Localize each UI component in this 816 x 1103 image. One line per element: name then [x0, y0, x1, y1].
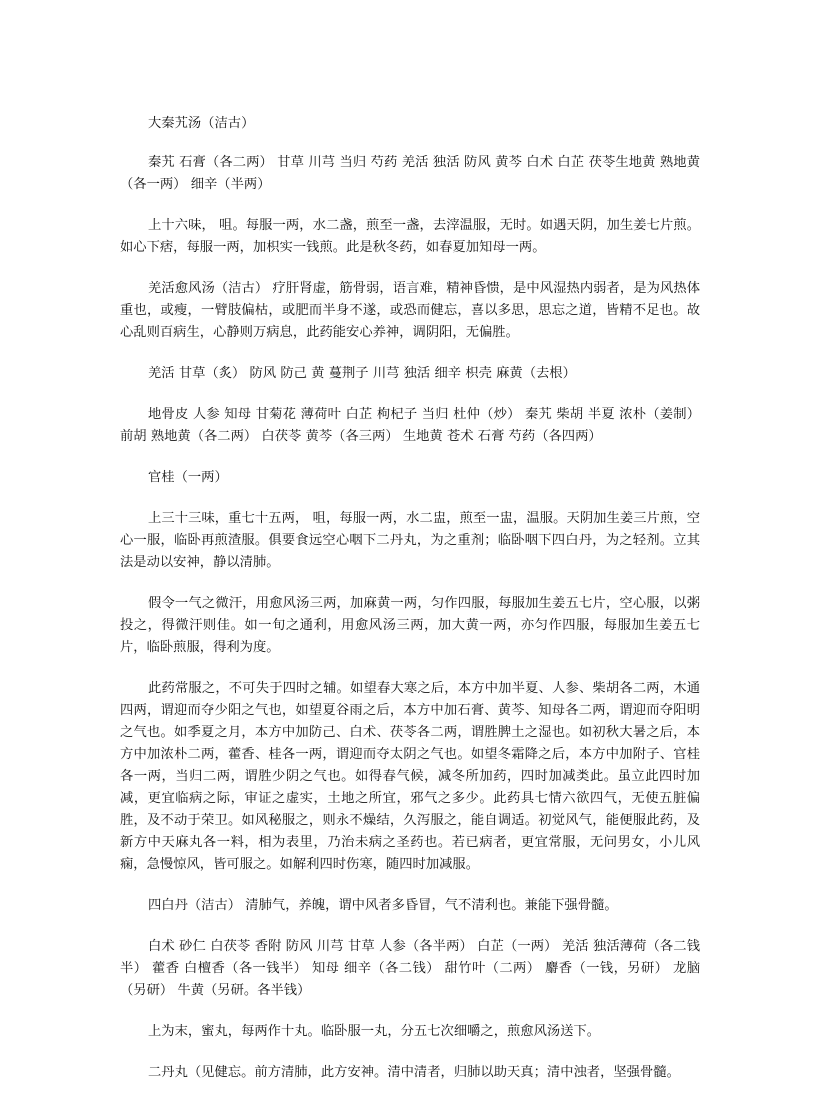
seasonal-adjustment-paragraph: 此药常服之，不可失于四时之辅。如望春大寒之后，本方中加半夏、人参、柴胡各二两，木通四两，谓迎而夺少阳之气也，如望夏谷雨之后，本方中加石膏、黄芩、知母各二两，谓迎而夺阳明之气也。如季夏之月，本方中加防己、白术、茯苓各二两，谓胜脾土之湿也。如初秋大暑之后，本方中加浓朴二两，藿香、桂各一两，谓迎而夺太阴之气也。如望冬霜降之后，本方中加附子、官桂各一两，当归二两，谓胜少阴之气也。如得春气候，减冬所加药，四时加减类此。虽立此四时加减，更宜临病之际，审证之虚实，土地之所宜，邪气之多少。此药具七情六欲四气，无使五脏偏胜，及不动于荣卫。如风秘服之，则永不燥结，久泻服之，能自调适。初觉风气，能便服此药，及新方中天麻丸各一料，相为表里，乃治未病之圣药也。若已病者，更宜常服，无问男女，小儿风痫，急慢惊风，皆可服之。如解利四时伤寒，随四时加减服。: [120, 681, 700, 872]
preparation-instructions-sibai-dan: 上为末，蜜丸，每两作十丸。临卧服一丸，分五七次细嚼之，煎愈风汤送下。: [148, 1024, 601, 1039]
ingredient-list-qianghuo-part2: 地骨皮 人参 知母 甘菊花 薄荷叶 白芷 枸杞子 当归 杜仲（炒） 秦艽 柴胡 半夏 浓朴（姜制） 前胡 熟地黄（各二两） 白茯苓 黄芩（各三两） 生地黄 苍术 石膏 芍药（各四两）: [120, 407, 700, 444]
ingredient-list-daqinjiao: 秦艽 石膏（各二两） 甘草 川芎 当归 芍药 羌活 独活 防风 黄芩 白术 白芷 茯苓生地黄 熟地黄（各一两） 细辛（半两）: [120, 155, 700, 192]
recipe-title-daqinjiao-tang: 大秦艽汤（洁古）: [148, 116, 255, 131]
recipe-intro-sibai-dan: 四白丹（洁古） 清肺气，养魄，谓中风者多昏冒，气不清利也。兼能下强骨髓。: [148, 898, 618, 913]
dosage-variation-paragraph: 假令一气之微汗，用愈风汤三两，加麻黄一两，匀作四服，每服加生姜五七片，空心服，以粥投之，得微汗则佳。如一旬之通利，用愈风汤三两，加大黄一两，亦匀作四服，每服加生姜五七片，临卧煎服，得利为度。: [120, 596, 700, 655]
ingredient-list-sibai-dan: 白术 砂仁 白茯苓 香附 防风 川芎 甘草 人参（各半两） 白芷（一两） 羌活 独活薄荷（各二钱半） 藿香 白檀香（各一钱半） 知母 细辛（各二钱） 甜竹叶（二两） 麝香（一钱，另研） 龙脑（另研） 牛黄（另研。各半钱）: [120, 939, 700, 998]
recipe-intro-qianghuo-yufeng-tang: 羌活愈风汤（洁古） 疗肝肾虚，筋骨弱，语言难，精神昏愦，是中风湿热内弱者，是为风热体重也，或瘦，一臂肢偏枯，或肥而半身不遂，或恐而健忘，喜以多思，思忘之道，皆精不足也。故心乱则百病生，心静则万病息，此药能安心养神，调阴阳，无偏胜。: [120, 281, 700, 340]
document-page: [120, 113, 700, 1103]
ingredient-guangui: 官桂（一两）: [148, 470, 228, 485]
preparation-instructions-qianghuo: 上三十三味，重七十五两， 咀，每服一两，水二盅，煎至一盅，温服。天阴加生姜三片煎，空心一服，临卧再煎渣服。俱要食远空心咽下二丹丸，为之重剂；临卧咽下四白丹，为之轻剂。立其法是动以安神，静以清肺。: [120, 511, 700, 570]
ingredient-list-qianghuo-part1: 羌活 甘草（炙） 防风 防己 黄 蔓荆子 川芎 独活 细辛 枳壳 麻黄（去根）: [148, 366, 576, 381]
preparation-instructions-daqinjiao: 上十六味， 咀。每服一两，水二盏，煎至一盏，去滓温服，无时。如遇天阴，加生姜七片煎。如心下痞，每服一两，加枳实一钱煎。此是秋冬药，如春夏加知母一两。: [120, 218, 700, 255]
recipe-intro-erdan-wan: 二丹丸（见健忘。前方清肺，此方安神。清中清者，归肺以助天真；清中浊者，坚强骨髓。: [148, 1065, 680, 1080]
